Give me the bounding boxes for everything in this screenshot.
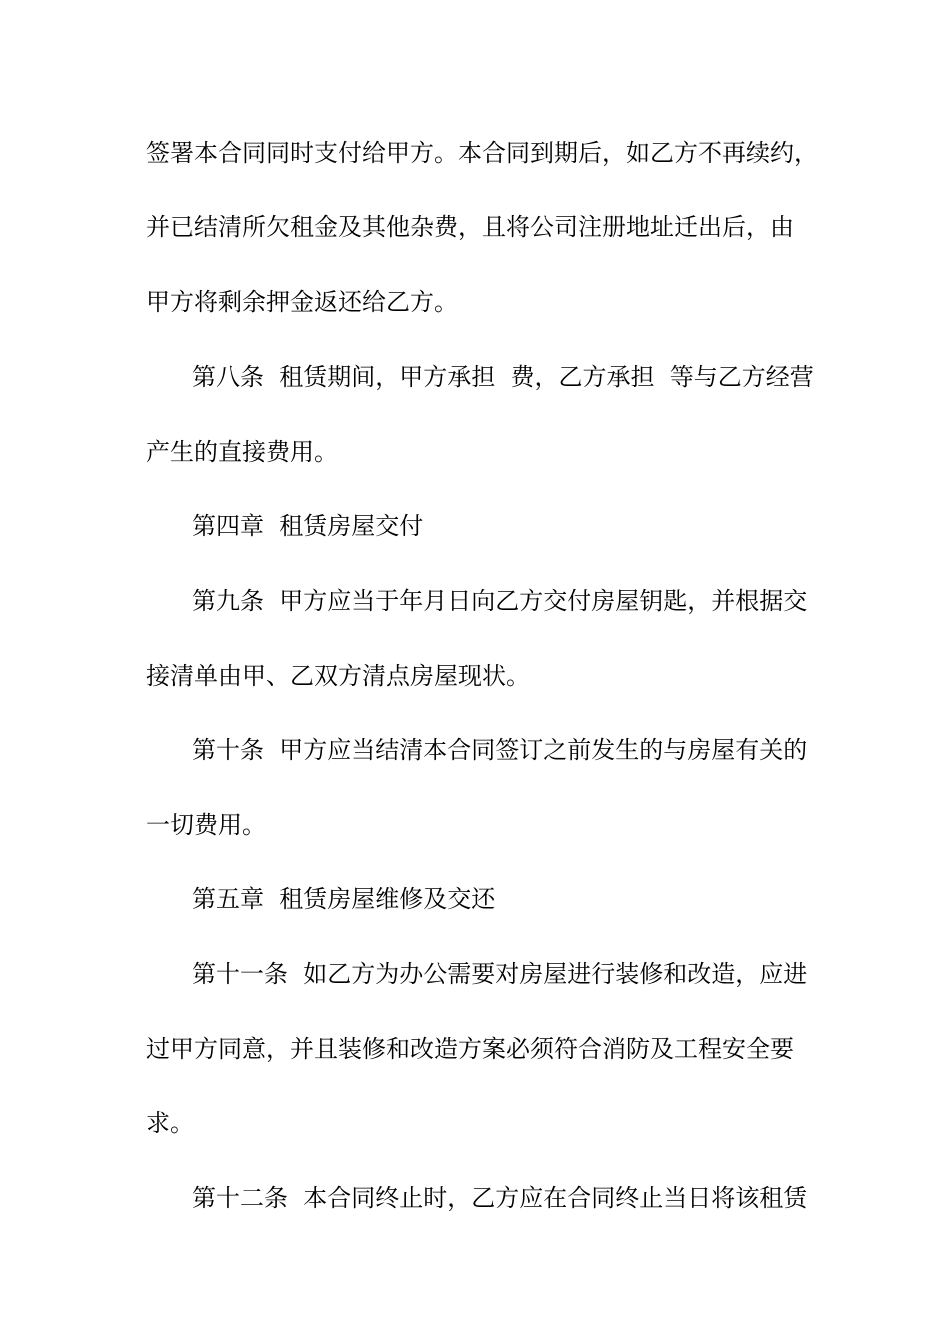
text-line: 签署本合同同时支付给甲方。本合同到期后，如乙方不再续约， [146,139,818,167]
text-line: 第九条 甲方应当于年月日向乙方交付房屋钥匙，并根据交 [192,587,808,615]
text-line: 产生的直接费用。 [146,438,338,466]
text-line: 一切费用。 [146,811,266,839]
text-line: 过甲方同意，并且装修和改造方案必须符合消防及工程安全要 [146,1035,794,1063]
text-line: 甲方将剩余押金返还给乙方。 [146,288,458,316]
text-line: 第十一条 如乙方为办公需要对房屋进行装修和改造，应进 [192,960,808,988]
text-line: 并已结清所欠租金及其他杂费，且将公司注册地址迁出后，由 [146,213,794,241]
text-line: 第十二条 本合同终止时，乙方应在合同终止当日将该租赁 [192,1184,808,1212]
chapter-heading: 第四章 租赁房屋交付 [192,512,424,540]
text-line: 第十条 甲方应当结清本合同签订之前发生的与房屋有关的 [192,736,808,764]
text-line: 求。 [146,1109,194,1137]
text-line: 接清单由甲、乙双方清点房屋现状。 [146,662,530,690]
text-line: 第八条 租赁期间，甲方承担 费，乙方承担 等与乙方经营 [192,363,814,391]
chapter-heading: 第五章 租赁房屋维修及交还 [192,885,496,913]
